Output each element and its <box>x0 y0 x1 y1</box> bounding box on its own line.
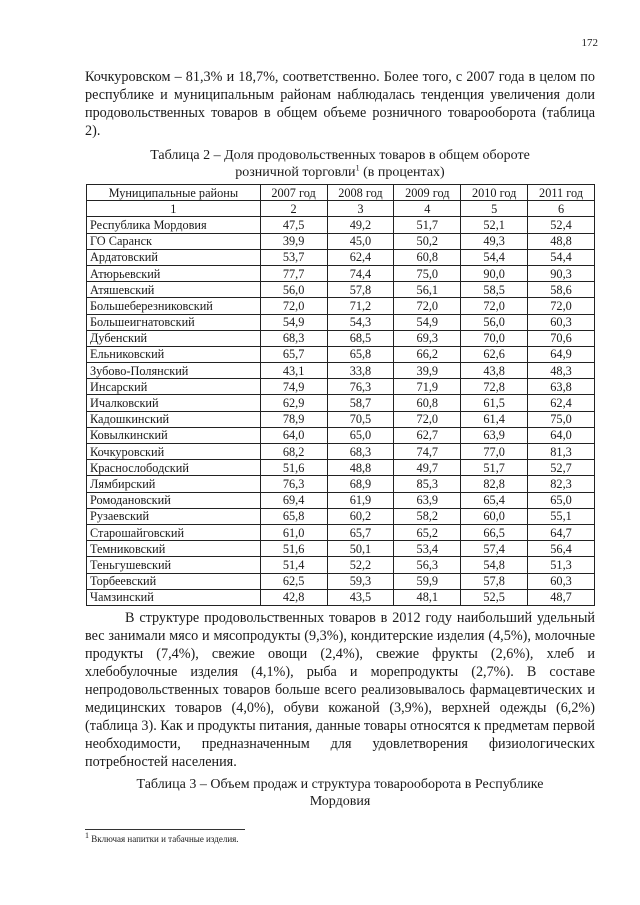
table-row <box>87 379 595 395</box>
table-row <box>87 314 595 330</box>
percent-value-cell: 75,0 <box>528 411 595 427</box>
percent-value-cell: 54,9 <box>260 314 327 330</box>
percent-value-cell: 60,8 <box>394 249 461 265</box>
table-row <box>87 233 595 249</box>
column-header-year: 2007 год <box>260 185 327 201</box>
district-name-cell: Ардатовский <box>87 249 261 265</box>
percent-value-cell: 68,9 <box>327 476 394 492</box>
table-row <box>87 411 595 427</box>
footnote-marker: 1 <box>355 163 360 173</box>
percent-value-cell: 62,5 <box>260 573 327 589</box>
percent-value-cell: 48,1 <box>394 589 461 605</box>
percent-value-cell: 72,0 <box>461 298 528 314</box>
district-name-cell: Ельниковский <box>87 346 261 362</box>
district-name-cell: Атюрьевский <box>87 265 261 281</box>
table-header-row <box>87 185 595 201</box>
table2-caption-text: розничной торговли <box>235 165 356 180</box>
percent-value-cell: 49,7 <box>394 460 461 476</box>
table3-caption-line1: Таблица 3 – Объем продаж и структура товарооборота в Республике <box>136 777 544 792</box>
district-name-cell: Ичалковский <box>87 395 261 411</box>
table-body <box>87 217 595 606</box>
percent-value-cell: 82,8 <box>461 476 528 492</box>
percent-value-cell: 61,9 <box>327 492 394 508</box>
percent-value-cell: 51,7 <box>394 217 461 233</box>
percent-value-cell: 62,4 <box>327 249 394 265</box>
district-name-cell: Старошайговский <box>87 524 261 540</box>
percent-value-cell: 69,3 <box>394 330 461 346</box>
district-name-cell: Атяшевский <box>87 282 261 298</box>
footnote-number: 1 <box>85 831 89 840</box>
percent-value-cell: 60,3 <box>528 573 595 589</box>
percent-value-cell: 60,2 <box>327 508 394 524</box>
percent-value-cell: 77,7 <box>260 265 327 281</box>
percent-value-cell: 65,0 <box>327 427 394 443</box>
percent-value-cell: 42,8 <box>260 589 327 605</box>
table-row <box>87 541 595 557</box>
table-row <box>87 492 595 508</box>
table-row <box>87 346 595 362</box>
percent-value-cell: 57,8 <box>327 282 394 298</box>
column-index-cell: 6 <box>528 201 595 217</box>
percent-value-cell: 76,3 <box>327 379 394 395</box>
percent-value-cell: 63,9 <box>461 427 528 443</box>
district-name-cell: Темниковский <box>87 541 261 557</box>
percent-value-cell: 43,8 <box>461 363 528 379</box>
page-number: 172 <box>581 37 598 49</box>
percent-value-cell: 60,8 <box>394 395 461 411</box>
column-index-cell: 5 <box>461 201 528 217</box>
percent-value-cell: 65,4 <box>461 492 528 508</box>
percent-value-cell: 62,4 <box>528 395 595 411</box>
percent-value-cell: 71,2 <box>327 298 394 314</box>
percent-value-cell: 56,0 <box>260 282 327 298</box>
percent-value-cell: 58,2 <box>394 508 461 524</box>
percent-value-cell: 64,7 <box>528 524 595 540</box>
percent-value-cell: 54,9 <box>394 314 461 330</box>
percent-value-cell: 54,8 <box>461 557 528 573</box>
column-header-district: Муниципальные районы <box>87 185 261 201</box>
column-index-cell: 4 <box>394 201 461 217</box>
percent-value-cell: 70,6 <box>528 330 595 346</box>
table-row <box>87 363 595 379</box>
percent-value-cell: 90,0 <box>461 265 528 281</box>
column-index-cell: 3 <box>327 201 394 217</box>
percent-value-cell: 62,6 <box>461 346 528 362</box>
percent-value-cell: 74,4 <box>327 265 394 281</box>
percent-value-cell: 43,5 <box>327 589 394 605</box>
table-row <box>87 508 595 524</box>
district-name-cell: Большеигнатовский <box>87 314 261 330</box>
percent-value-cell: 64,0 <box>528 427 595 443</box>
percent-value-cell: 61,4 <box>461 411 528 427</box>
percent-value-cell: 76,3 <box>260 476 327 492</box>
percent-value-cell: 77,0 <box>461 444 528 460</box>
percent-value-cell: 50,1 <box>327 541 394 557</box>
column-index-cell: 2 <box>260 201 327 217</box>
percent-value-cell: 48,7 <box>528 589 595 605</box>
percent-value-cell: 72,0 <box>260 298 327 314</box>
table-row <box>87 444 595 460</box>
district-name-cell: Чамзинский <box>87 589 261 605</box>
table-row <box>87 427 595 443</box>
percent-value-cell: 52,5 <box>461 589 528 605</box>
percent-value-cell: 61,0 <box>260 524 327 540</box>
percent-value-cell: 47,5 <box>260 217 327 233</box>
percent-value-cell: 53,7 <box>260 249 327 265</box>
percent-value-cell: 58,5 <box>461 282 528 298</box>
percent-value-cell: 85,3 <box>394 476 461 492</box>
percent-value-cell: 68,3 <box>327 444 394 460</box>
percent-value-cell: 54,4 <box>528 249 595 265</box>
percent-value-cell: 65,7 <box>260 346 327 362</box>
percent-value-cell: 43,1 <box>260 363 327 379</box>
percent-value-cell: 48,8 <box>327 460 394 476</box>
table-row <box>87 573 595 589</box>
percent-value-cell: 48,8 <box>528 233 595 249</box>
share-table <box>86 184 595 606</box>
table-row <box>87 589 595 605</box>
percent-value-cell: 49,2 <box>327 217 394 233</box>
district-name-cell: Дубенский <box>87 330 261 346</box>
percent-value-cell: 51,6 <box>260 541 327 557</box>
district-name-cell: Большеберезниковский <box>87 298 261 314</box>
table2-caption-line1: Таблица 2 – Доля продовольственных товаров в общем обороте <box>150 148 530 163</box>
district-name-cell: Кадошкинский <box>87 411 261 427</box>
table-row <box>87 557 595 573</box>
percent-value-cell: 65,7 <box>327 524 394 540</box>
percent-value-cell: 68,2 <box>260 444 327 460</box>
percent-value-cell: 90,3 <box>528 265 595 281</box>
district-name-cell: Республика Мордовия <box>87 217 261 233</box>
percent-value-cell: 58,7 <box>327 395 394 411</box>
percent-value-cell: 66,2 <box>394 346 461 362</box>
percent-value-cell: 33,8 <box>327 363 394 379</box>
percent-value-cell: 65,0 <box>528 492 595 508</box>
district-name-cell: Ромодановский <box>87 492 261 508</box>
percent-value-cell: 52,7 <box>528 460 595 476</box>
column-header-year: 2010 год <box>461 185 528 201</box>
footnote <box>85 831 239 844</box>
percent-value-cell: 65,2 <box>394 524 461 540</box>
table3-caption-line2: Мордовия <box>309 794 371 809</box>
district-name-cell: Теньгушевский <box>87 557 261 573</box>
percent-value-cell: 65,8 <box>260 508 327 524</box>
district-name-cell: Инсарский <box>87 379 261 395</box>
percent-value-cell: 51,3 <box>528 557 595 573</box>
percent-value-cell: 54,3 <box>327 314 394 330</box>
percent-value-cell: 59,9 <box>394 573 461 589</box>
district-name-cell: Зубово-Полянский <box>87 363 261 379</box>
percent-value-cell: 55,1 <box>528 508 595 524</box>
table-row <box>87 524 595 540</box>
footnote-text: Включая напитки и табачные изделия. <box>89 834 239 844</box>
percent-value-cell: 74,7 <box>394 444 461 460</box>
percent-value-cell: 54,4 <box>461 249 528 265</box>
percent-value-cell: 64,9 <box>528 346 595 362</box>
footnote-divider <box>85 829 245 830</box>
table-row <box>87 298 595 314</box>
percent-value-cell: 50,2 <box>394 233 461 249</box>
percent-value-cell: 75,0 <box>394 265 461 281</box>
table-row <box>87 217 595 233</box>
percent-value-cell: 62,9 <box>260 395 327 411</box>
table3-caption <box>85 776 595 810</box>
percent-value-cell: 78,9 <box>260 411 327 427</box>
percent-value-cell: 39,9 <box>260 233 327 249</box>
district-name-cell: Краснослободский <box>87 460 261 476</box>
percent-value-cell: 64,0 <box>260 427 327 443</box>
percent-value-cell: 59,3 <box>327 573 394 589</box>
percent-value-cell: 65,8 <box>327 346 394 362</box>
table-row <box>87 460 595 476</box>
percent-value-cell: 69,4 <box>260 492 327 508</box>
percent-value-cell: 74,9 <box>260 379 327 395</box>
percent-value-cell: 51,7 <box>461 460 528 476</box>
table2-caption-units: (в процентах) <box>359 165 445 180</box>
percent-value-cell: 48,3 <box>528 363 595 379</box>
percent-value-cell: 72,8 <box>461 379 528 395</box>
percent-value-cell: 51,6 <box>260 460 327 476</box>
table-row <box>87 330 595 346</box>
percent-value-cell: 60,3 <box>528 314 595 330</box>
percent-value-cell: 57,8 <box>461 573 528 589</box>
column-header-year: 2009 год <box>394 185 461 201</box>
table2-caption <box>85 147 595 181</box>
district-name-cell: Кочкуровский <box>87 444 261 460</box>
percent-value-cell: 56,4 <box>528 541 595 557</box>
percent-value-cell: 72,0 <box>394 411 461 427</box>
percent-value-cell: 39,9 <box>394 363 461 379</box>
percent-value-cell: 60,0 <box>461 508 528 524</box>
percent-value-cell: 70,5 <box>327 411 394 427</box>
table-index-row <box>87 201 595 217</box>
percent-value-cell: 62,7 <box>394 427 461 443</box>
table2-caption-line2 <box>85 164 595 181</box>
structure-paragraph: В структуре продовольственных товаров в 2012 году наибольший удельный вес занимали мясо и мясопродукты (9,3%), кондитерские изделия (4,5%), молочные продукты (7,4%), свежие овощи (2,4%), свежие фрукты (2,6%), хлеб и хлебобулочные изделия (4,1%), рыба и морепродукты (2,7%). В составе непродовольственных товаров больше всего реализовывалось фармацевтических и медицинских товаров (4,0%), обуви кожаной (3,9%), верхней одежды (6,2%) (таблица 3). Как и продукты питания, данные товары относятся к предметам первой необходимости, предназначенным для удовлетворения физиологических потребностей населения. <box>85 610 595 770</box>
percent-value-cell: 72,0 <box>394 298 461 314</box>
percent-value-cell: 51,4 <box>260 557 327 573</box>
percent-value-cell: 66,5 <box>461 524 528 540</box>
district-name-cell: Ковылкинский <box>87 427 261 443</box>
table-row <box>87 265 595 281</box>
percent-value-cell: 56,1 <box>394 282 461 298</box>
column-index-cell: 1 <box>87 201 261 217</box>
percent-value-cell: 57,4 <box>461 541 528 557</box>
percent-value-cell: 71,9 <box>394 379 461 395</box>
percent-value-cell: 58,6 <box>528 282 595 298</box>
percent-value-cell: 53,4 <box>394 541 461 557</box>
percent-value-cell: 52,1 <box>461 217 528 233</box>
district-name-cell: ГО Саранск <box>87 233 261 249</box>
percent-value-cell: 68,3 <box>260 330 327 346</box>
table-row <box>87 395 595 411</box>
percent-value-cell: 56,3 <box>394 557 461 573</box>
district-name-cell: Рузаевский <box>87 508 261 524</box>
column-header-year: 2008 год <box>327 185 394 201</box>
percent-value-cell: 70,0 <box>461 330 528 346</box>
percent-value-cell: 49,3 <box>461 233 528 249</box>
percent-value-cell: 52,4 <box>528 217 595 233</box>
percent-value-cell: 81,3 <box>528 444 595 460</box>
district-name-cell: Лямбирский <box>87 476 261 492</box>
percent-value-cell: 72,0 <box>528 298 595 314</box>
table-row <box>87 476 595 492</box>
percent-value-cell: 63,8 <box>528 379 595 395</box>
percent-value-cell: 56,0 <box>461 314 528 330</box>
column-header-year: 2011 год <box>528 185 595 201</box>
district-name-cell: Торбеевский <box>87 573 261 589</box>
percent-value-cell: 52,2 <box>327 557 394 573</box>
percent-value-cell: 45,0 <box>327 233 394 249</box>
percent-value-cell: 82,3 <box>528 476 595 492</box>
percent-value-cell: 63,9 <box>394 492 461 508</box>
percent-value-cell: 61,5 <box>461 395 528 411</box>
percent-value-cell: 68,5 <box>327 330 394 346</box>
intro-paragraph: Кочкуровском – 81,3% и 18,7%, соответственно. Более того, с 2007 года в целом по республике и муниципальным районам наблюдалась тенденция увеличения доли продовольственных товаров в общем объеме розничного товарооборота (таблица 2). <box>85 69 595 139</box>
table-row <box>87 282 595 298</box>
table-row <box>87 249 595 265</box>
